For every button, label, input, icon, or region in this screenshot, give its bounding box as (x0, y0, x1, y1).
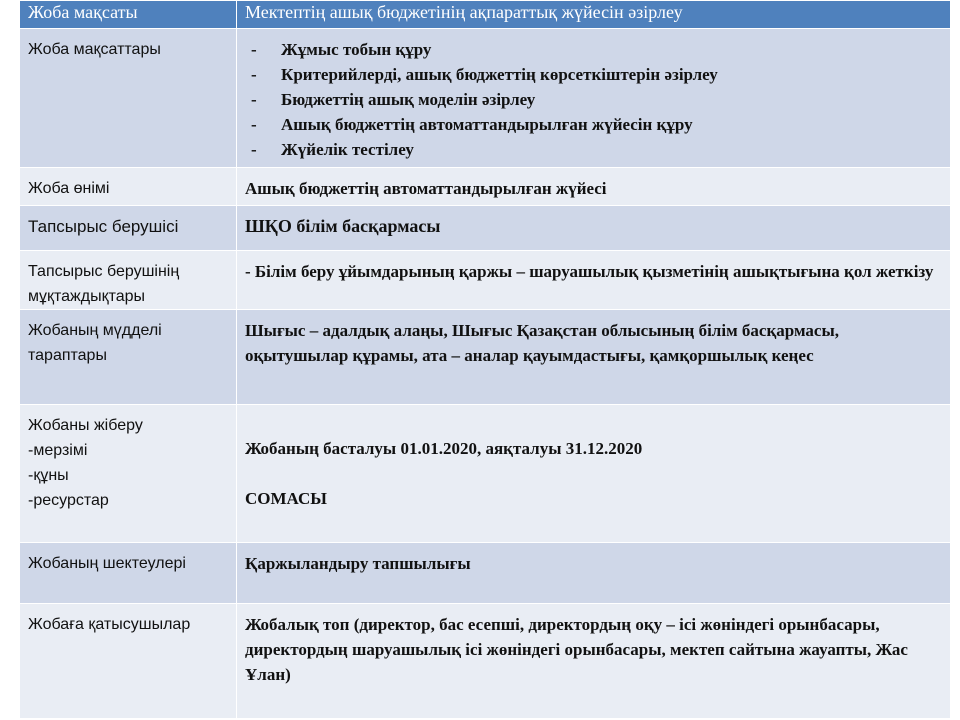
row-product (20, 168, 951, 206)
limits-label: Жобаның шектеулері (20, 543, 237, 604)
list-item: - Жұмыс тобын құру (245, 37, 942, 62)
project-passport-table (19, 0, 950, 718)
project-table (19, 0, 951, 719)
goals-label: Жоба мақсаттары (20, 29, 237, 168)
row-limits (20, 543, 951, 604)
launch-dates: Жобаның басталуы 01.01.2020, аяқталуы 31.12.2020 (245, 439, 643, 458)
launch-amount: СОМАСЫ (245, 489, 327, 508)
limits-value: Қаржыландыру тапшылығы (237, 543, 951, 604)
goals-list (245, 37, 942, 162)
list-item: - Ашық бюджеттің автоматтандырылған жүйесін құру (245, 112, 942, 137)
participants-value: Жобалық топ (директор, бас есепші, директордың оқу – ісі жөніндегі орынбасары, директордың шаруашылық ісі жөніндегі орынбасары, мектеп сайтына жауапты, Жас Ұлан) (237, 604, 951, 719)
participants-label: Жобаға қатысушылар (20, 604, 237, 719)
row-customer (20, 206, 951, 251)
header-left: Жоба мақсаты (20, 1, 237, 29)
customer-value: ШҚО білім басқармасы (237, 206, 951, 251)
header-row (20, 1, 951, 29)
product-label: Жоба өнімі (20, 168, 237, 206)
row-needs (20, 251, 951, 310)
stakeholders-value: Шығыс – адалдық алаңы, Шығыс Қазақстан облысының білім басқармасы, оқытушылар құрамы, ата – аналар қауымдастығы, қамқоршылық кеңес (237, 310, 951, 405)
launch-label-line: -құны (28, 467, 69, 484)
row-stakeholders (20, 310, 951, 405)
stakeholders-label: Жобаның мүдделі тараптары (20, 310, 237, 405)
launch-label-line: Жобаны жіберу (28, 417, 143, 434)
header-right: Мектептің ашық бюджетінің ақпараттық жүйесін әзірлеу (237, 1, 951, 29)
list-item: - Жүйелік тестілеу (245, 137, 942, 162)
launch-label-line: -мерзімі (28, 442, 88, 459)
needs-label: Тапсырыс берушінің мұқтаждықтары (20, 251, 237, 310)
list-item: - Бюджеттің ашық моделін әзірлеу (245, 87, 942, 112)
product-value: Ашық бюджеттің автоматтандырылған жүйесі (237, 168, 951, 206)
needs-value: - Білім беру ұйымдарының қаржы – шаруашылық қызметінің ашықтығына қол жеткізу (237, 251, 951, 310)
row-launch (20, 405, 951, 543)
goals-value (237, 29, 951, 168)
row-participants (20, 604, 951, 719)
row-goals (20, 29, 951, 168)
customer-label: Тапсырыс берушісі (20, 206, 237, 251)
launch-value (237, 405, 951, 543)
launch-label-line: -ресурстар (28, 492, 109, 509)
list-item: - Критерийлерді, ашық бюджеттің көрсеткіштерін әзірлеу (245, 62, 942, 87)
launch-label (20, 405, 237, 543)
